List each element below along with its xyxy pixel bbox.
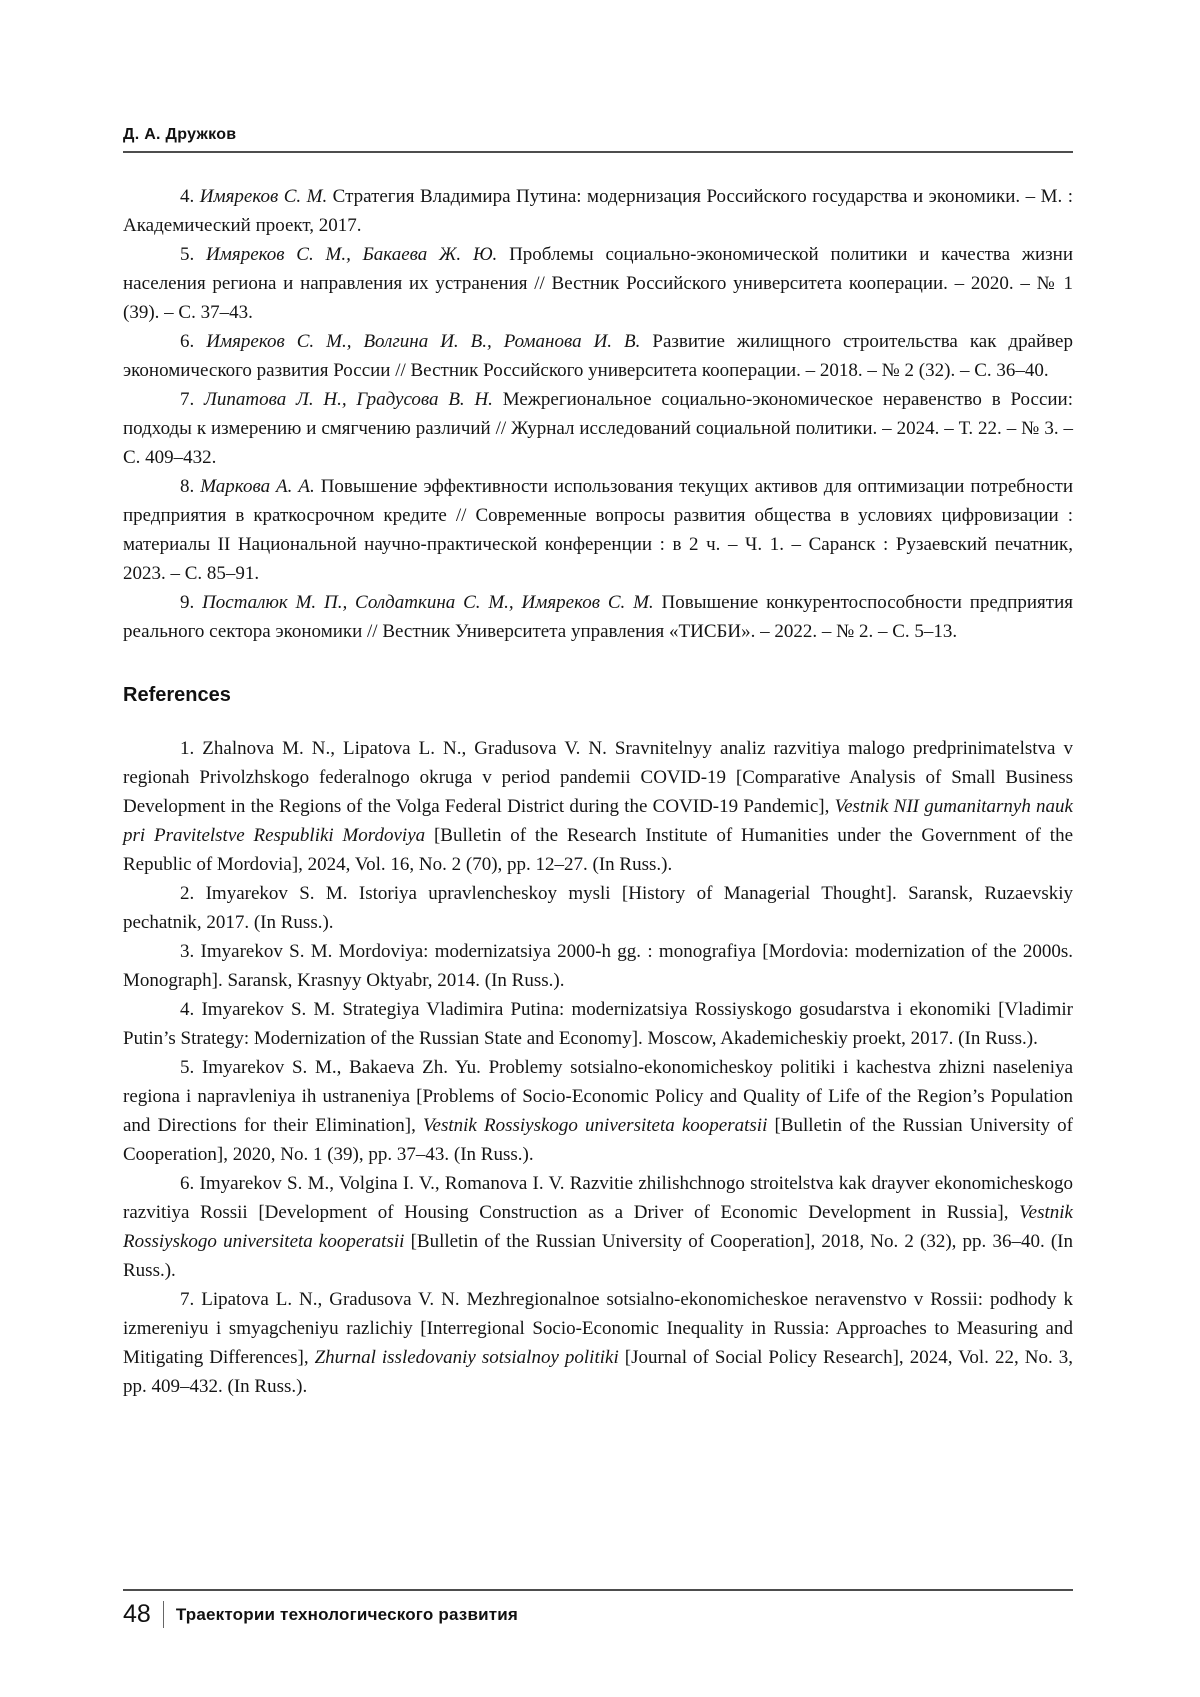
reference-text-segment: 5. Imyarekov S. M., Bakaeva Zh. Yu. Problemy sotsialno-ekonomicheskoy politiki i kachestva zhizni naseleniya regiona i napravleniya ih ustraneniya [Problems of Socio-Economic Policy and Quality of Life of the Region’s Population and Directions for their Elimination],: [123, 1057, 1073, 1136]
reference-item: [123, 588, 1073, 646]
running-head-author: Д. А. Дружков: [123, 126, 1073, 153]
references-heading: References: [123, 684, 231, 706]
russian-references-list: [123, 182, 1073, 646]
reference-italic-segment: Vestnik Rossiyskogo universiteta kooperatsii: [423, 1115, 768, 1136]
reference-text-segment: Развитие жилищного строительства как драйвер экономического развития России // Вестник Российского университета кооперации. – 2018. – № 2 (32). – С. 36–40.: [123, 331, 1073, 381]
reference-italic-segment: Vestnik Rossiyskogo universiteta kooperatsii: [123, 1202, 1073, 1252]
reference-text-segment: 2. Imyarekov S. M. Istoriya upravlencheskoy mysli [History of Managerial Thought]. Saransk, Ruzaevskiy pechatnik, 2017. (In Russ.).: [123, 883, 1073, 933]
reference-text-segment: 5.: [180, 244, 207, 265]
reference-text-segment: [Bulletin of the Research Institute of Humanities under the Government of the Republic of Mordovia], 2024, Vol. 16, No. 2 (70), pp. 12–27. (In Russ.).: [123, 825, 1074, 875]
reference-italic-segment: Маркова А. А.: [200, 476, 315, 497]
reference-text-segment: 6.: [180, 331, 207, 352]
reference-text-segment: 1. Zhalnova M. N., Lipatova L. N., Gradusova V. N. Sravnitelnyy analiz razvitiya malogo predprinimatelstva v regionah Privolzhskogo federalnogo okruga v period pandemii COVID-19 [Comparative Analysis of Small Business Development in the Regions of the Volga Federal District during the COVID-19 Pandemic],: [123, 738, 1073, 817]
reference-text-segment: Проблемы социально-экономической политики и качества жизни населения региона и направления их устранения // Вестник Российского университета кооперации. – 2020. – № 1 (39). – С. 37–43.: [123, 244, 1073, 323]
footer-divider-bar: [163, 1601, 164, 1628]
reference-item: [123, 1169, 1073, 1285]
reference-text-segment: 4. Imyarekov S. M. Strategiya Vladimira Putina: modernizatsiya Rossiyskogo gosudarstva i ekonomiki [Vladimir Putin’s Strategy: Modernization of the Russian State and Economy]. Moscow, Akademicheskiy proekt, 2017. (In Russ.).: [123, 999, 1073, 1049]
reference-item: [123, 327, 1073, 385]
reference-item: [123, 472, 1073, 588]
reference-text-segment: Повышение конкурентоспособности предприятия реального сектора экономики // Вестник Университета управления «ТИСБИ». – 2022. – № 2. – С. 5–13.: [123, 592, 1073, 642]
reference-italic-segment: Имяреков С. М., Волгина И. В., Романова И. В.: [206, 331, 641, 352]
reference-text-segment: 3. Imyarekov S. M. Mordoviya: modernizatsiya 2000-h gg. : monografiya [Mordovia: modernization of the 2000s. Monograph]. Saransk, Krasnyy Oktyabr, 2014. (In Russ.).: [123, 941, 1073, 991]
reference-item: [123, 1285, 1073, 1401]
reference-item: [123, 734, 1073, 879]
reference-italic-segment: Посталюк М. П., Солдаткина С. М., Имяреков С. М.: [202, 592, 654, 613]
reference-text-segment: 6. Imyarekov S. M., Volgina I. V., Romanova I. V. Razvitie zhilishchnogo stroitelstva kak drayver ekonomicheskogo razvitiya Rossii [Development of Housing Construction as a Driver of Economic Development in Russia],: [123, 1173, 1073, 1223]
reference-text-segment: 9.: [180, 592, 203, 613]
reference-text-segment: 7.: [180, 389, 205, 410]
reference-text-segment: Стратегия Владимира Путина: модернизация Российского государства и экономики. – М. : Академический проект, 2017.: [123, 186, 1073, 236]
reference-text-segment: Межрегиональное социально-экономическое неравенство в России: подходы к измерению и смягчению различий // Журнал исследований социальной политики. – 2024. – Т. 22. – № 3. – С. 409–432.: [123, 389, 1074, 468]
reference-text-segment: 4.: [180, 186, 200, 207]
page-footer: [123, 1589, 1073, 1629]
reference-item: [123, 879, 1073, 937]
footer-journal-title: Траектории технологического развития: [175, 1604, 519, 1624]
reference-item: [123, 1053, 1073, 1169]
page-number: 48: [123, 1600, 151, 1628]
reference-italic-segment: Vestnik NII gumanitarnyh nauk pri Pravitelstve Respubliki Mordoviya: [123, 796, 1073, 846]
reference-item: [123, 240, 1073, 327]
english-references-list: [123, 734, 1073, 1401]
reference-text-segment: [Bulletin of the Russian University of Cooperation], 2020, No. 1 (39), pp. 37–43. (In Russ.).: [123, 1115, 1073, 1165]
reference-text-segment: 7. Lipatova L. N., Gradusova V. N. Mezhregionalnoe sotsialno-ekonomicheskoe neravenstvo v Rossii: podhody k izmereniyu i smyagcheniyu razlichiy [Interregional Socio-Economic Inequality in Russia: Approaches to Measuring and Mitigating Differences],: [123, 1289, 1073, 1368]
reference-italic-segment: Имяреков С. М.: [199, 186, 328, 207]
reference-item: [123, 937, 1073, 995]
page-content: [123, 126, 1073, 1401]
reference-item: [123, 385, 1073, 472]
reference-italic-segment: Имяреков С. М., Бакаева Ж. Ю.: [206, 244, 498, 265]
reference-text-segment: [Bulletin of the Russian University of Cooperation], 2018, No. 2 (32), pp. 36–40. (In Russ.).: [123, 1231, 1073, 1281]
reference-text-segment: 8.: [180, 476, 201, 497]
reference-italic-segment: Zhurnal issledovaniy sotsialnoy politiki: [314, 1347, 619, 1368]
reference-text-segment: [Journal of Social Policy Research], 2024, Vol. 22, No. 3, pp. 409–432. (In Russ.).: [123, 1347, 1073, 1397]
reference-item: [123, 995, 1073, 1053]
reference-italic-segment: Липатова Л. Н., Градусова В. Н.: [204, 389, 493, 410]
reference-text-segment: Повышение эффективности использования текущих активов для оптимизации потребности предприятия в краткосрочном кредите // Современные вопросы развития общества в условиях цифровизации : материалы II Национальной научно-практической конференции : в 2 ч. – Ч. 1. – Саранск : Рузаевский печатник, 2023. – С. 85–91.: [123, 476, 1073, 584]
reference-item: [123, 182, 1073, 240]
